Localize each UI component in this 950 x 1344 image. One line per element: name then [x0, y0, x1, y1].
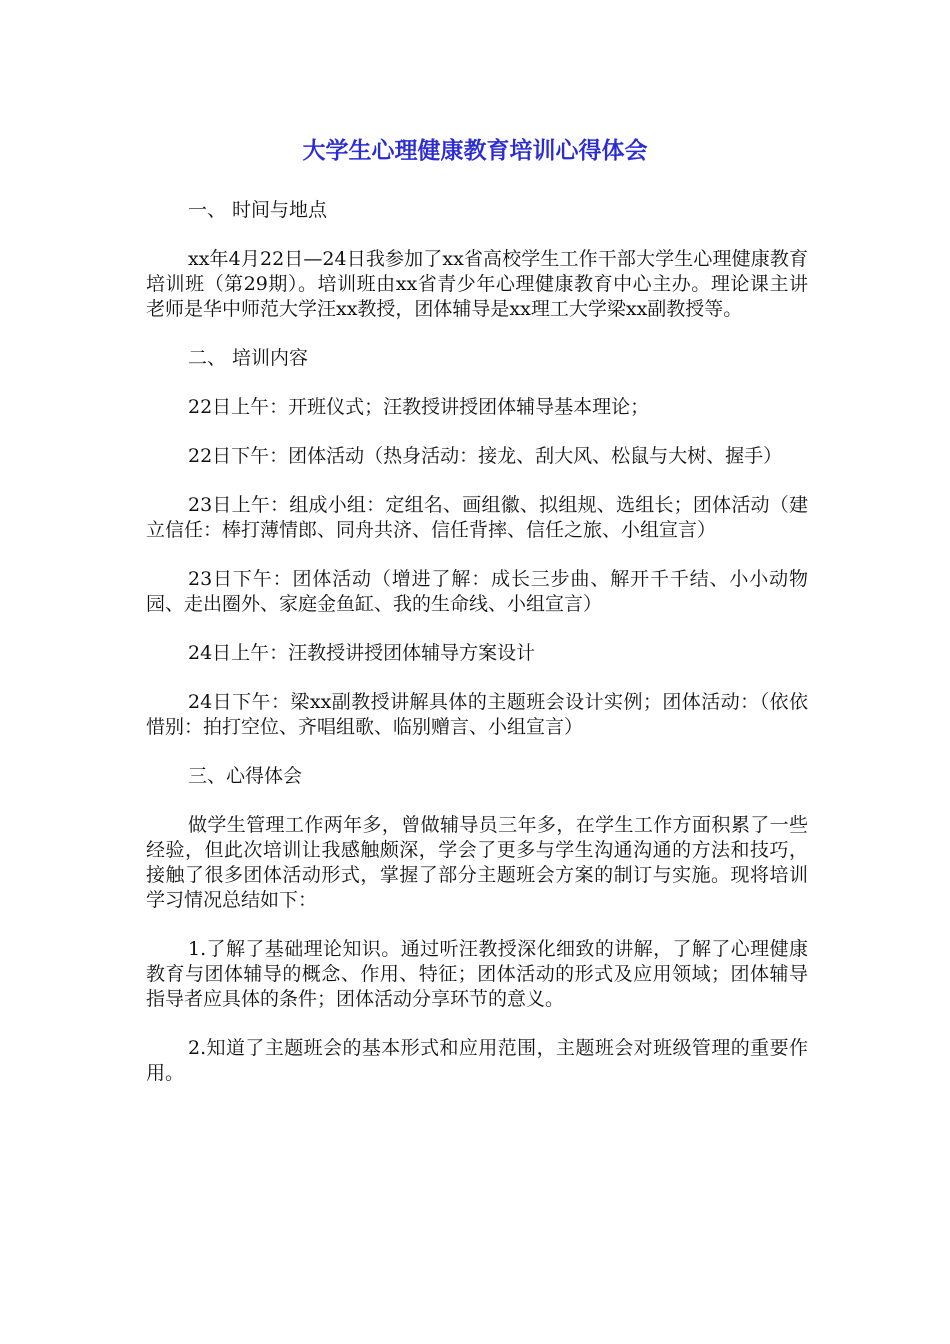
- document-body: [146, 198, 808, 1086]
- section-heading-reflection: 三、心得体会: [188, 765, 303, 787]
- paragraph-time-place: xx年4月22日—24日我参加了xx省高校学生工作干部大学生心理健康教育培训班（第29期）。培训班由xx省青少年心理健康教育中心主办。理论课主讲老师是华中师范大学汪xx教授，团体辅导是xx理工大学梁xx副教授等。: [146, 248, 808, 320]
- section-heading-time-place: 一、 时间与地点: [188, 199, 328, 221]
- schedule-item-24-am: 24日上午：汪教授讲授团体辅导方案设计: [188, 642, 536, 664]
- paragraph-point-2: 2.知道了主题班会的基本形式和应用范围，主题班会对班级管理的重要作用。: [146, 1037, 808, 1084]
- paragraph-reflection-intro: 做学生管理工作两年多，曾做辅导员三年多，在学生工作方面积累了一些经验，但此次培训让我感触颇深，学会了更多与学生沟通沟通的方法和技巧，接触了很多团体活动形式，掌握了部分主题班会方案的制订与实施。现将培训学习情况总结如下：: [146, 814, 808, 911]
- schedule-item-23-pm: 23日下午：团体活动（增进了解：成长三步曲、解开千千结、小小动物园、走出圈外、家庭金鱼缸、我的生命线、小组宣言）: [146, 568, 808, 615]
- document-title: 大学生心理健康教育培训心得体会: [302, 138, 648, 164]
- schedule-item-22-pm: 22日下午：团体活动（热身活动：接龙、刮大风、松鼠与大树、握手）: [188, 445, 783, 467]
- section-heading-content: 二、 培训内容: [188, 347, 309, 369]
- paragraph-point-1: 1.了解了基础理论知识。通过听汪教授深化细致的讲解，了解了心理健康教育与团体辅导的概念、作用、特征；团体活动的形式及应用领域；团体辅导指导者应具体的条件；团体活动分享环节的意义。: [146, 938, 808, 1010]
- schedule-item-24-pm: 24日下午：梁xx副教授讲解具体的主题班会设计实例；团体活动：（依依惜别：拍打空位、齐唱组歌、临别赠言、小组宣言）: [146, 691, 808, 738]
- schedule-item-22-am: 22日上午：开班仪式；汪教授讲授团体辅导基本理论；: [188, 396, 650, 418]
- schedule-item-23-am: 23日上午：组成小组：定组名、画组徽、拟组规、选组长；团体活动（建立信任：棒打薄情郎、同舟共济、信任背摔、信任之旅、小组宣言）: [146, 494, 808, 541]
